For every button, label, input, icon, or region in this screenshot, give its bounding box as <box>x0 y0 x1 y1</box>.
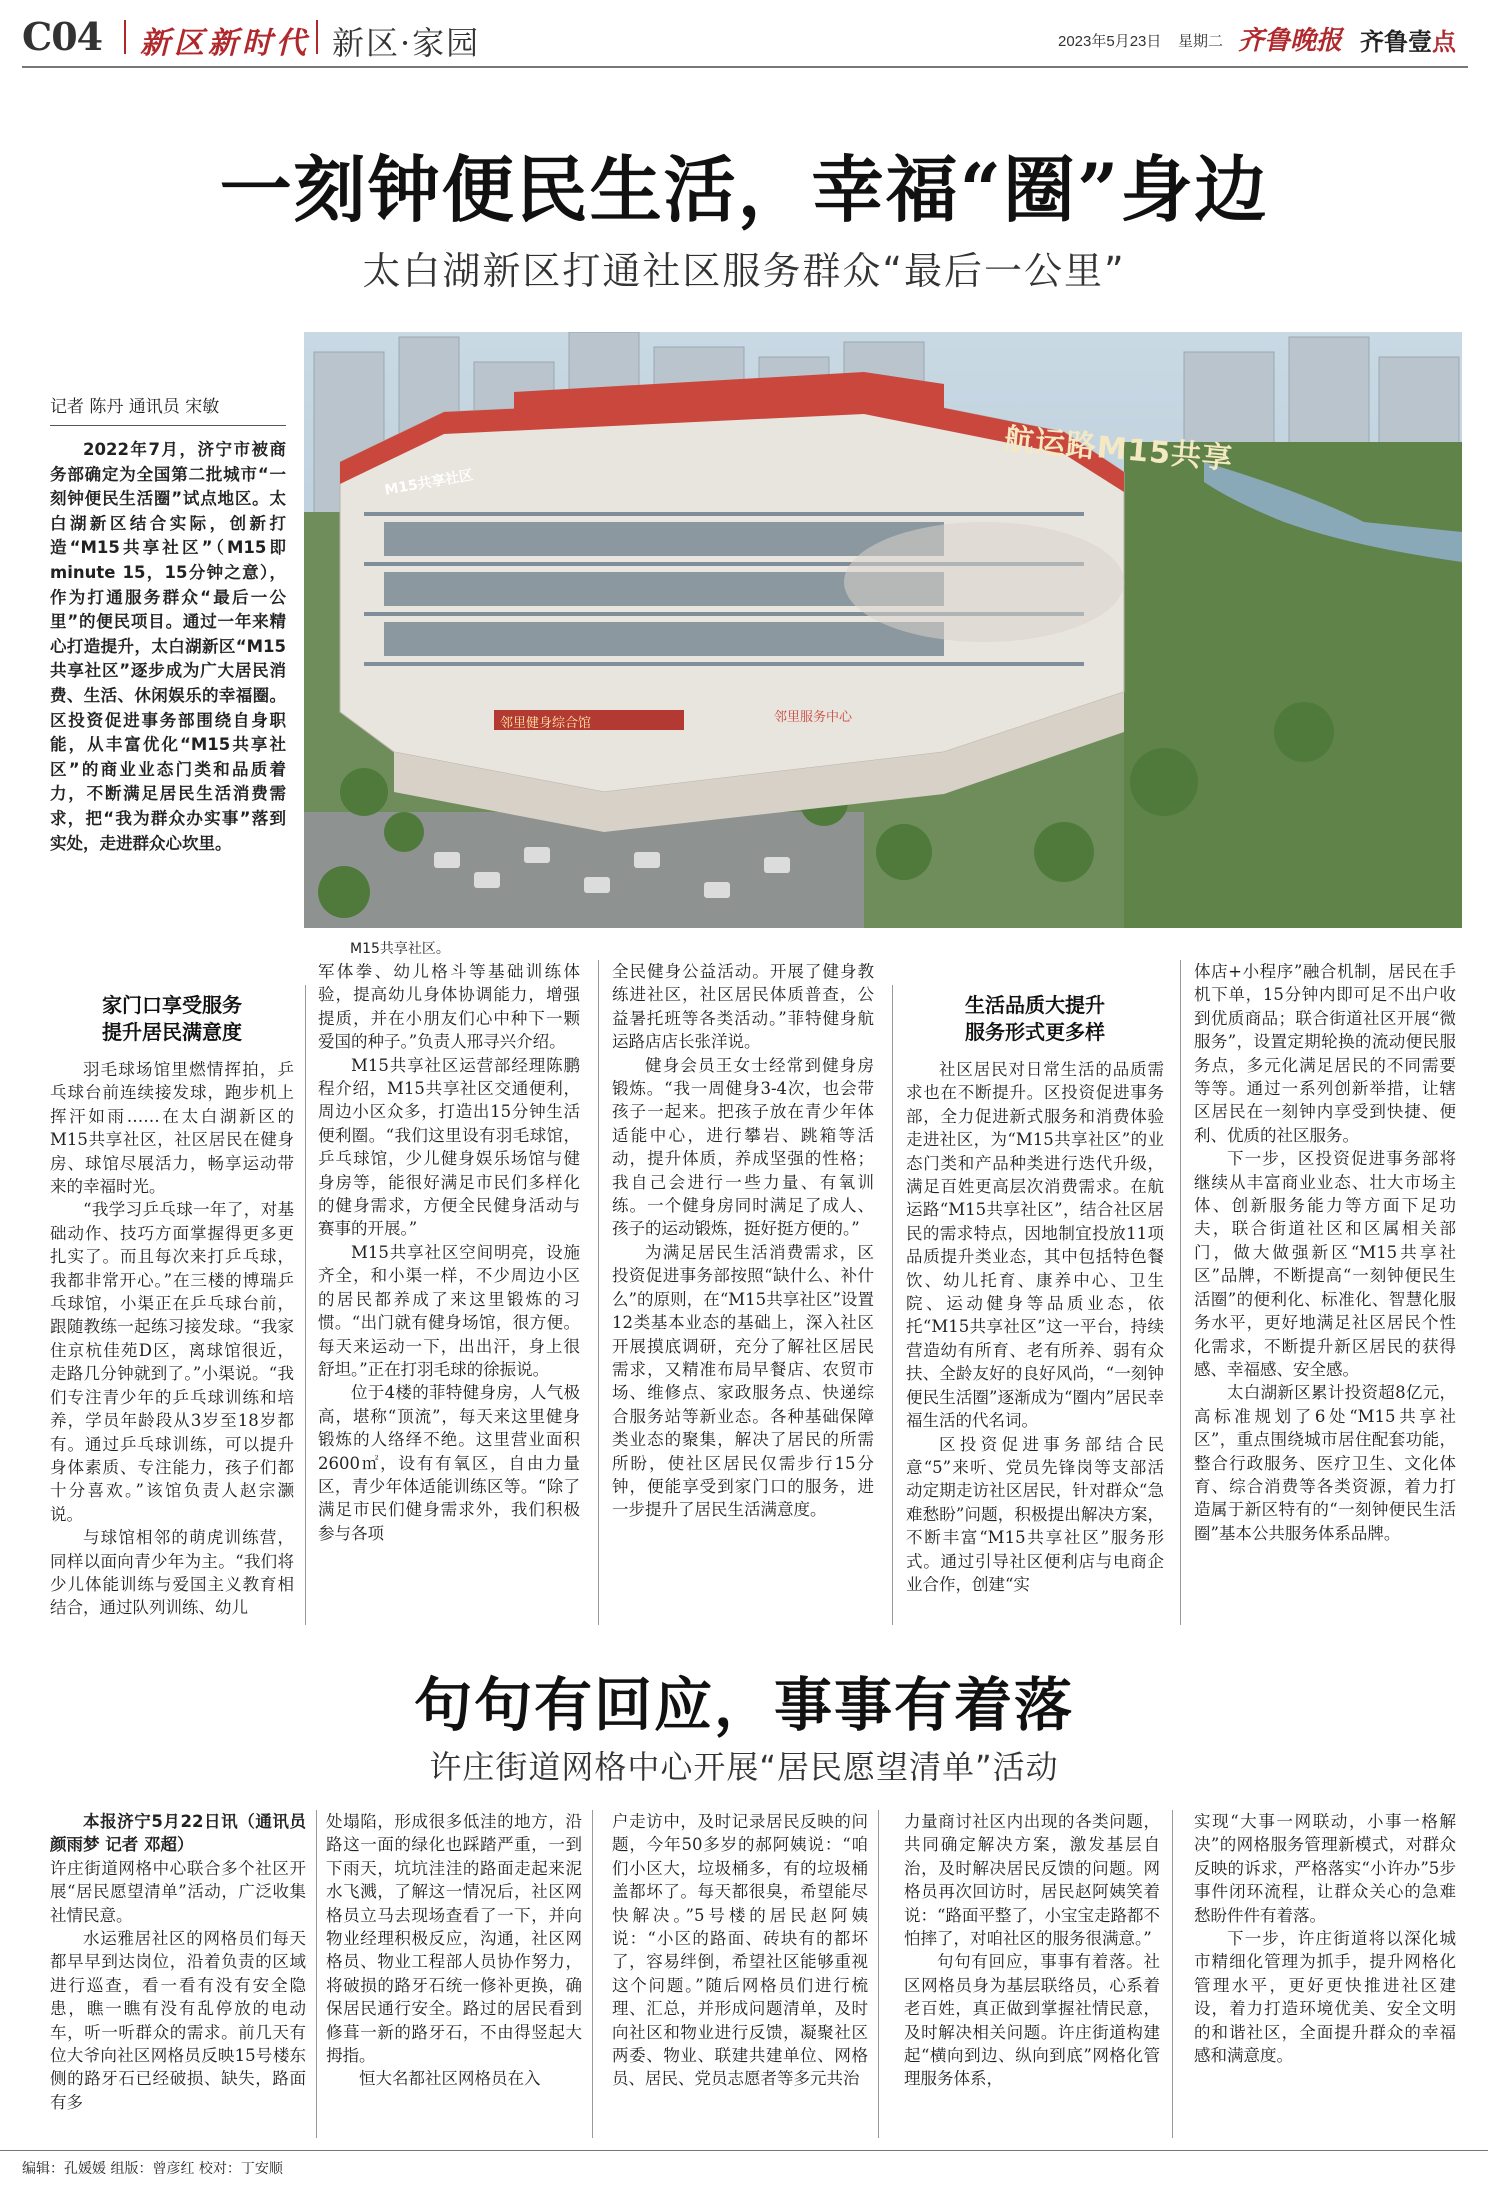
column-divider <box>592 1810 593 2138</box>
paragraph: 体店+小程序”融合机制，居民在手机下单，15分钟内即可足不出户收到优质商品；联合街道社区开展“微服务”，设置定期轮换的流动便民服务点，多元化满足居民的不同需要等等。通过一系列创新举措，让辖区居民在一刻钟内享受到快捷、便利、优质的社区服务。 <box>1194 962 1456 1145</box>
paragraph: 全民健身公益活动。开展了健身教练进社区，社区居民体质普查，公益暑托班等各类活动。”菲特健身航运路店店长张洋说。 <box>612 962 874 1052</box>
article2-column-3 <box>612 1810 868 2091</box>
column-divider <box>316 1810 317 2138</box>
column-divider <box>1172 1810 1173 2138</box>
page-number: C04 <box>22 14 103 59</box>
paragraph: 位于4楼的菲特健身房，人气极高，堪称“顶流”，每天来这里健身锻炼的人络绎不绝。这里营业面积2600㎡，设有有氧区，自由力量区，青少年体适能训练区等。“除了满足市民们健身需求外，我们积极参与各项 <box>318 1383 580 1543</box>
section-heading: 生活品质大提升 服务形式更多样 <box>965 993 1105 1044</box>
paragraph: 羽毛球场馆里燃情挥拍，乒乓球台前连续接发球，跑步机上挥汗如雨……在太白湖新区的M15共享社区，社区居民在健身房、球馆尽展活力，畅享运动带来的幸福时光。 <box>50 1060 294 1197</box>
article2-column-4 <box>904 1810 1160 2091</box>
newspaper-logo: 齐鲁晚报 <box>1238 26 1343 56</box>
paragraph: 下一步，区投资促进事务部将继续从丰富商业业态、壮大市场主体、创新服务能力等方面下足功夫，联合街道社区和区属相关部门，做大做强新区“M15共享社区”品牌，不断提高“一刻钟便民生活圈”的便利化、标准化、智慧化服务水平，更好地满足社区居民个性化需求，不断提升新区居民的获得感、幸福感、安全感。 <box>1194 1149 1456 1379</box>
masthead-rule <box>22 66 1468 68</box>
column-divider <box>892 985 893 1625</box>
building-sign: 航运路M15共享 <box>1002 422 1235 477</box>
paragraph: 区投资促进事务部结合民意“5”来听、党员先锋岗等支部活动定期走访社区居民，针对群众“急难愁盼”问题，积极提出解决方案，不断丰富“M15共享社区”服务形式。通过引导社区便利店与电商企业合作，创建“实 <box>906 1434 1164 1594</box>
paragraph: 下一步，许庄街道将以深化城市精细化管理为抓手，提升网格化管理水平，更好更快推进社区建设，着力打造环境优美、安全文明的和谐社区，全面提升群众的幸福感和满意度。 <box>1194 1929 1456 2066</box>
column-divider <box>305 985 306 1625</box>
paragraph: 与球馆相邻的萌虎训练营，同样以面向青少年为主。“我们将少儿体能训练与爱国主义教育相结合，通过队列训练、幼儿 <box>50 1528 294 1618</box>
paragraph: 水运雅居社区的网格员们每天都早早到达岗位，沿着负责的区域进行巡查，看一看有没有安全隐患，瞧一瞧有没有乱停放的电动车，听一听群众的需求。前几天有位大爷向社区网格员反映15号楼东侧的路牙石已经破损、缺失，路面有多 <box>50 1929 306 2112</box>
issue-weekday: 星期二 <box>1178 33 1224 50</box>
section-brand: 新区新时代 <box>140 26 310 61</box>
paragraph: M15共享社区运营部经理陈鹏程介绍，M15共享社区交通便利，周边小区众多，打造出15分钟生活便利圈。“我们这里设有羽毛球馆，乒乓球馆，少儿健身娱乐场馆与健身房等，能很好满足市民们多样化的健身需求，方便全民健身活动与赛事的开展。” <box>318 1055 580 1239</box>
paragraph: 军体拳、幼儿格斗等基础训练体验，提高幼儿身体协调能力，增强提质，并在小朋友们心中种下一颗爱国的种子。”负责人邢寻兴介绍。 <box>318 962 580 1052</box>
paragraph: 为满足居民生活消费需求，区投资促进事务部按照“缺什么、补什么”的原则，在“M15共享社区”设置12类基本业态的基础上，深入社区开展摸底调研，充分了解社区居民需求，又精准布局早餐店、农贸市场、维修点、家政服务点、快递综合服务站等新业态。各种基础保障类业态的聚集，解决了居民的所需所盼，使社区居民仅需步行15分钟，便能享受到家门口的服务，进一步提升了居民生活满意度。 <box>612 1242 874 1520</box>
article2-column-2 <box>326 1810 582 2091</box>
article1-column-3 <box>612 960 874 1522</box>
article2-column-1 <box>50 1810 306 2114</box>
section-title: 新区·家园 <box>332 24 481 62</box>
photo-illustration <box>304 332 1462 928</box>
article1-column-1 <box>50 992 294 1620</box>
column-divider <box>598 960 599 1625</box>
masthead <box>0 0 1488 64</box>
article1-headline: 一刻钟便民生活，幸福“圈”身边 <box>219 147 1269 232</box>
article1-lead: 2022年7月，济宁市被商务部确定为全国第二批城市“一刻钟便民生活圈”试点地区。太白湖新区结合实际，创新打造“M15共享社区”（M15即minute 15，15分钟之意），作为打通服务群众“最后一公里”的便民项目。通过一年来精心打造提升，太白湖新区“M15共享社区”逐步成为广大居民消费、生活、休闲娱乐的幸福圈。区投资促进事务部围绕自身职能，从丰富优化“M15共享社区”的商业业态门类和品质着力，不断满足居民生活消费需求，把“我为群众办实事”落到实处，走进群众心坎里。 <box>50 440 286 853</box>
article1-byline: 记者 陈丹 通讯员 宋敏 <box>50 392 286 426</box>
paragraph: 实现“大事一网联动，小事一格解决”的网格服务管理新模式，对群众反映的诉求，严格落实“小许办”5步事件闭环流程，让群众关心的急难愁盼件件有着落。 <box>1194 1812 1456 1925</box>
building-sign-small: M15共享社区 <box>383 467 475 499</box>
paragraph: 恒大名都社区网格员在入 <box>359 2069 541 2089</box>
issue-date: 2023年5月23日 <box>1058 33 1162 50</box>
column-divider <box>1180 960 1181 1625</box>
ground-floor-banner: 邻里健身综合馆 <box>500 716 592 731</box>
column-divider <box>878 1810 879 2138</box>
article1-subhead: 太白湖新区打通社区服务群众“最后一公里” <box>362 249 1126 293</box>
app-logo-dot: 点 <box>1432 29 1456 56</box>
door-sign: 邻里服务中心 <box>774 710 853 725</box>
app-logo <box>1360 22 1456 57</box>
masthead-divider <box>316 20 318 54</box>
paragraph: 句句有回应，事事有着落。社区网格员身为基层联络员，心系着老百姓，真正做到掌握社情民意，及时解决相关问题。许庄街道构建起“横向到边、纵向到底”网格化管理服务体系， <box>904 1952 1160 2089</box>
masthead-divider <box>124 20 126 54</box>
paragraph: M15共享社区空间明亮，设施齐全，和小渠一样，不少周边小区的居民都养成了来这里锻炼的习惯。“出门就有健身场馆，很方便。每天来运动一下，出出汗，身上很舒坦。”正在打羽毛球的徐振说。 <box>318 1242 580 1379</box>
paragraph: 处塌陷，形成很多低洼的地方，沿路这一面的绿化也踩踏严重，一到下雨天，坑坑洼洼的路面走起来泥水飞溅，了解这一情况后，社区网格员立马去现场查看了一下，并向物业经理积极反应，沟通，社区网格员、物业工程部人员协作努力，将破损的路牙石统一修补更换，确保居民通行安全。路过的居民看到修葺一新的路牙石，不由得竖起大拇指。 <box>326 1812 582 2066</box>
paragraph: 健身会员王女士经常到健身房锻炼。“我一周健身3-4次，也会带孩子一起来。把孩子放在青少年体适能中心，进行攀岩、跳箱等活动，提升体质，养成坚强的性格；我自己会进行一些力量、有氧训练。一个健身房同时满足了成人、孩子的运动锻炼，挺好挺方便的。” <box>612 1055 874 1239</box>
paragraph: “我学习乒乓球一年了，对基础动作、技巧方面掌握得更多更扎实了。而且每次来打乒乓球，我都非常开心。”在三楼的博瑞乒乓球馆，小渠正在乒乓球台前，跟随教练一起练习接发球。“我家住京杭佳苑D区，离球馆很近，走路几分钟就到了。”小渠说。“我们专注青少年的乒乓球训练和培养，学员年龄段从3岁至18岁都有。通过乒乓球训练，可以提升身体素质、专注能力，孩子们都十分喜欢。”该馆负责人赵宗灏说。 <box>50 1200 294 1524</box>
article1-column-4 <box>906 992 1164 1596</box>
article2-headline: 句句有回应，事事有着落 <box>413 1671 1074 1739</box>
app-logo-main: 齐鲁壹 <box>1360 29 1432 56</box>
photo-caption: M15共享社区。 <box>350 941 450 957</box>
paragraph: 许庄街道网格中心联合多个社区开展“居民愿望清单”活动，广泛收集社情民意。 <box>50 1858 306 1925</box>
paragraph: 户走访中，及时记录居民反映的问题，今年50多岁的郝阿姨说：“咱们小区大，垃圾桶多，有的垃圾桶盖都坏了。每天都很臭，希望能尽快解决。”5号楼的居民赵阿姨说：“小区的路面、砖块有的都坏了，容易绊倒，希望社区能够重视这个问题。”随后网格员们进行梳理、汇总，并形成问题清单，及时向社区和物业进行反馈，凝聚社区两委、物业、联建共建单位、网格员、居民、党员志愿者等多元共治 <box>612 1812 868 2089</box>
paragraph: 社区居民对日常生活的品质需求也在不断提升。区投资促进事务部，全力促进新式服务和消费体验走进社区，为“M15共享社区”的业态门类和产品种类进行迭代升级，满足百姓更高层次消费需求。在航运路“M15共享社区”，结合社区居民的需求特点，因地制宜投放11项品质提升类业态，其中包括特色餐饮、幼儿托育、康养中心、卫生院、运动健身等品质业态，依托“M15共享社区”这一平台，持续营造幼有所育、老有所养、弱有众扶、全龄友好的良好风尚，“一刻钟便民生活圈”逐渐成为“圈内”居民幸福生活的代名词。 <box>906 1060 1164 1431</box>
page-credits: 编辑：孔媛媛 组版：曾彦红 校对：丁安顺 <box>22 2161 283 2177</box>
paragraph: 太白湖新区累计投资超8亿元，高标准规划了6处“M15共享社区”，重点围绕城市居住配套功能，整合行政服务、医疗卫生、文化体育、综合消费等各类资源，着力打造属于新区特有的“一刻钟便民生活圈”基本公共服务体系品牌。 <box>1194 1383 1456 1543</box>
paragraph: 力量商讨社区内出现的各类问题，共同确定解决方案，激发基层自治，及时解决居民反馈的问题。网格员再次回访时，居民赵阿姨笑着说：“路面平整了，小宝宝走路都不怕摔了，对咱社区的服务很满意。” <box>904 1812 1160 1949</box>
article2-column-5 <box>1194 1810 1456 2067</box>
article1-column-5 <box>1194 960 1456 1545</box>
article2-dateline: 本报济宁5月22日讯（通讯员 颜雨梦 记者 邓超） <box>50 1812 306 1855</box>
article2-subhead: 许庄街道网格中心开展“居民愿望清单”活动 <box>429 1748 1059 1786</box>
section-heading: 家门口享受服务 提升居民满意度 <box>102 993 242 1044</box>
article1-column-2 <box>318 960 580 1545</box>
community-building-photo <box>304 332 1462 928</box>
footer-rule <box>0 2150 1488 2151</box>
